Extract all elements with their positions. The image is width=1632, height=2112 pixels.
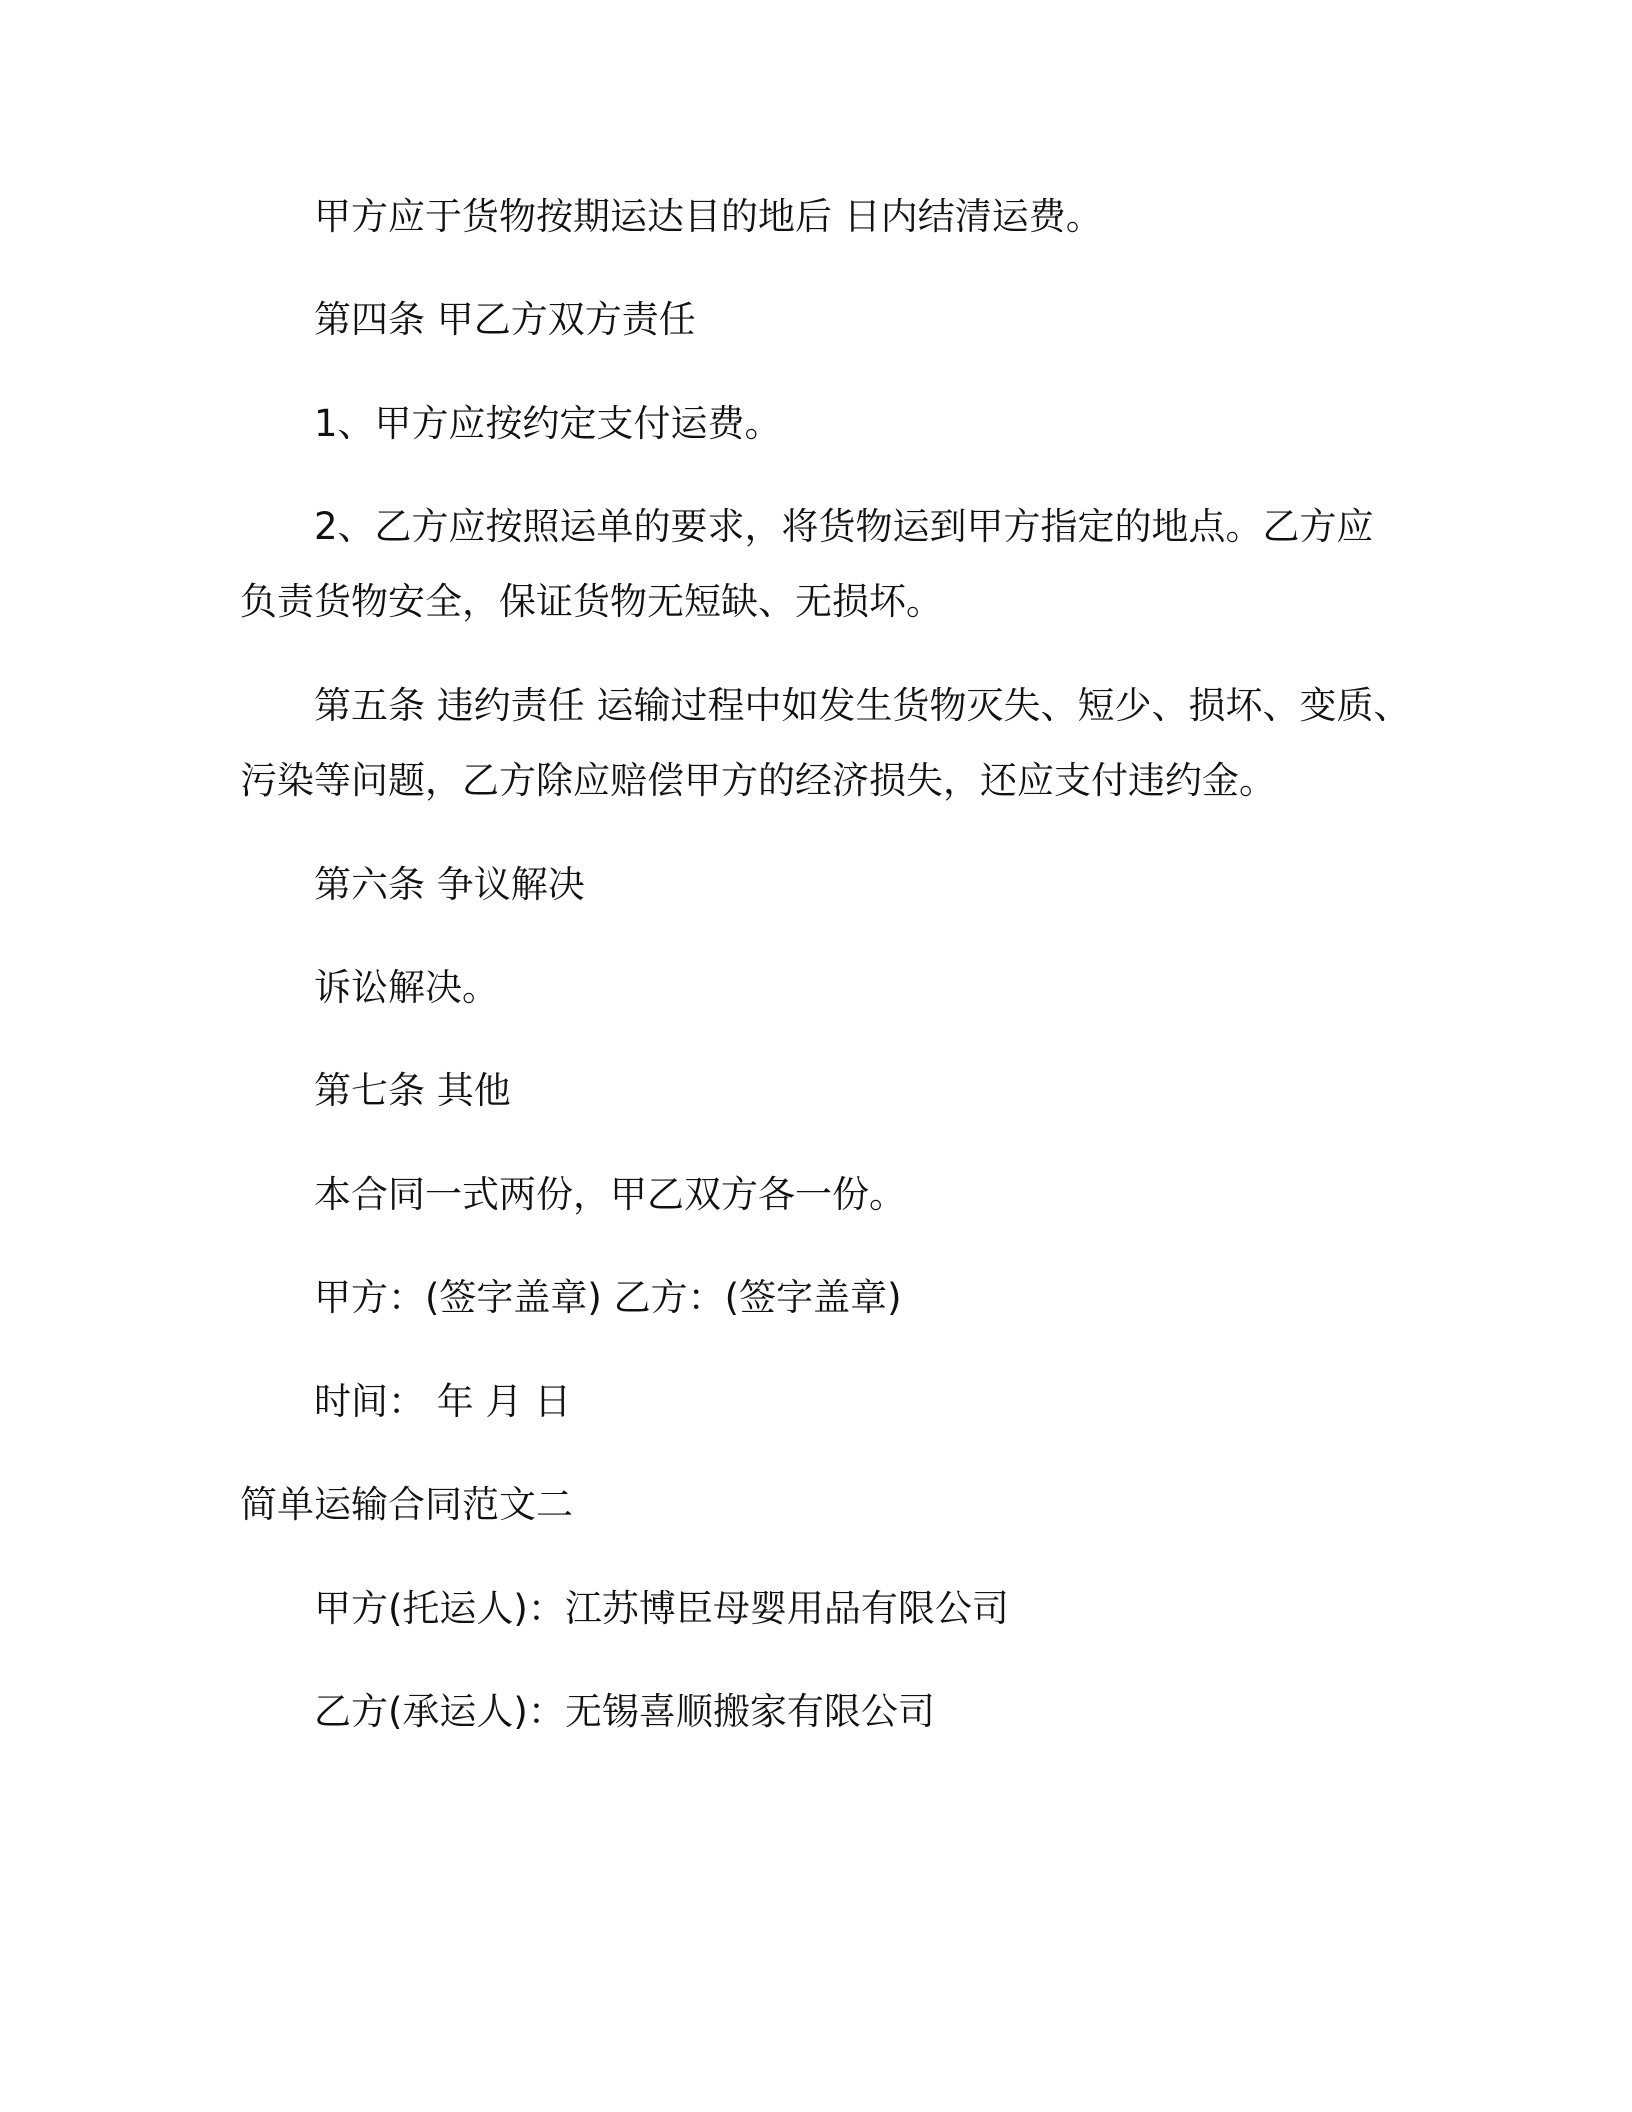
- party-a-shipper: 甲方(托运人)：江苏博臣母婴用品有限公司: [314, 1587, 1009, 1630]
- party-b-carrier: 乙方(承运人)：无锡喜顺搬家有限公司: [314, 1690, 935, 1733]
- paragraph-party-b-duty-line1: 2、乙方应按照运单的要求，将货物运到甲方指定的地点。乙方应: [314, 505, 1374, 548]
- paragraph-article-five-line1: 第五条 违约责任 运输过程中如发生货物灭失、短少、损坏、变质、: [314, 684, 1411, 727]
- heading-article-seven: 第七条 其他: [314, 1069, 511, 1112]
- paragraph-litigation: 诉讼解决。: [314, 966, 499, 1009]
- date-line: 时间： 年 月 日: [314, 1380, 572, 1423]
- heading-article-four: 第四条 甲乙方双方责任: [314, 298, 696, 341]
- paragraph-payment-deadline: 甲方应于货物按期运达目的地后 日内结清运费。: [314, 195, 1103, 238]
- paragraph-party-b-duty-line2: 负责货物安全，保证货物无短缺、无损坏。: [240, 580, 943, 623]
- paragraph-article-five-line2: 污染等问题，乙方除应赔偿甲方的经济损失，还应支付违约金。: [240, 759, 1276, 802]
- signature-line: 甲方：(签字盖章) 乙方：(签字盖章): [314, 1276, 902, 1319]
- heading-sample-two: 简单运输合同范文二: [240, 1483, 573, 1526]
- paragraph-party-a-duty: 1、甲方应按约定支付运费。: [314, 402, 782, 445]
- paragraph-copies: 本合同一式两份，甲乙双方各一份。: [314, 1173, 906, 1216]
- heading-article-six: 第六条 争议解决: [314, 863, 585, 906]
